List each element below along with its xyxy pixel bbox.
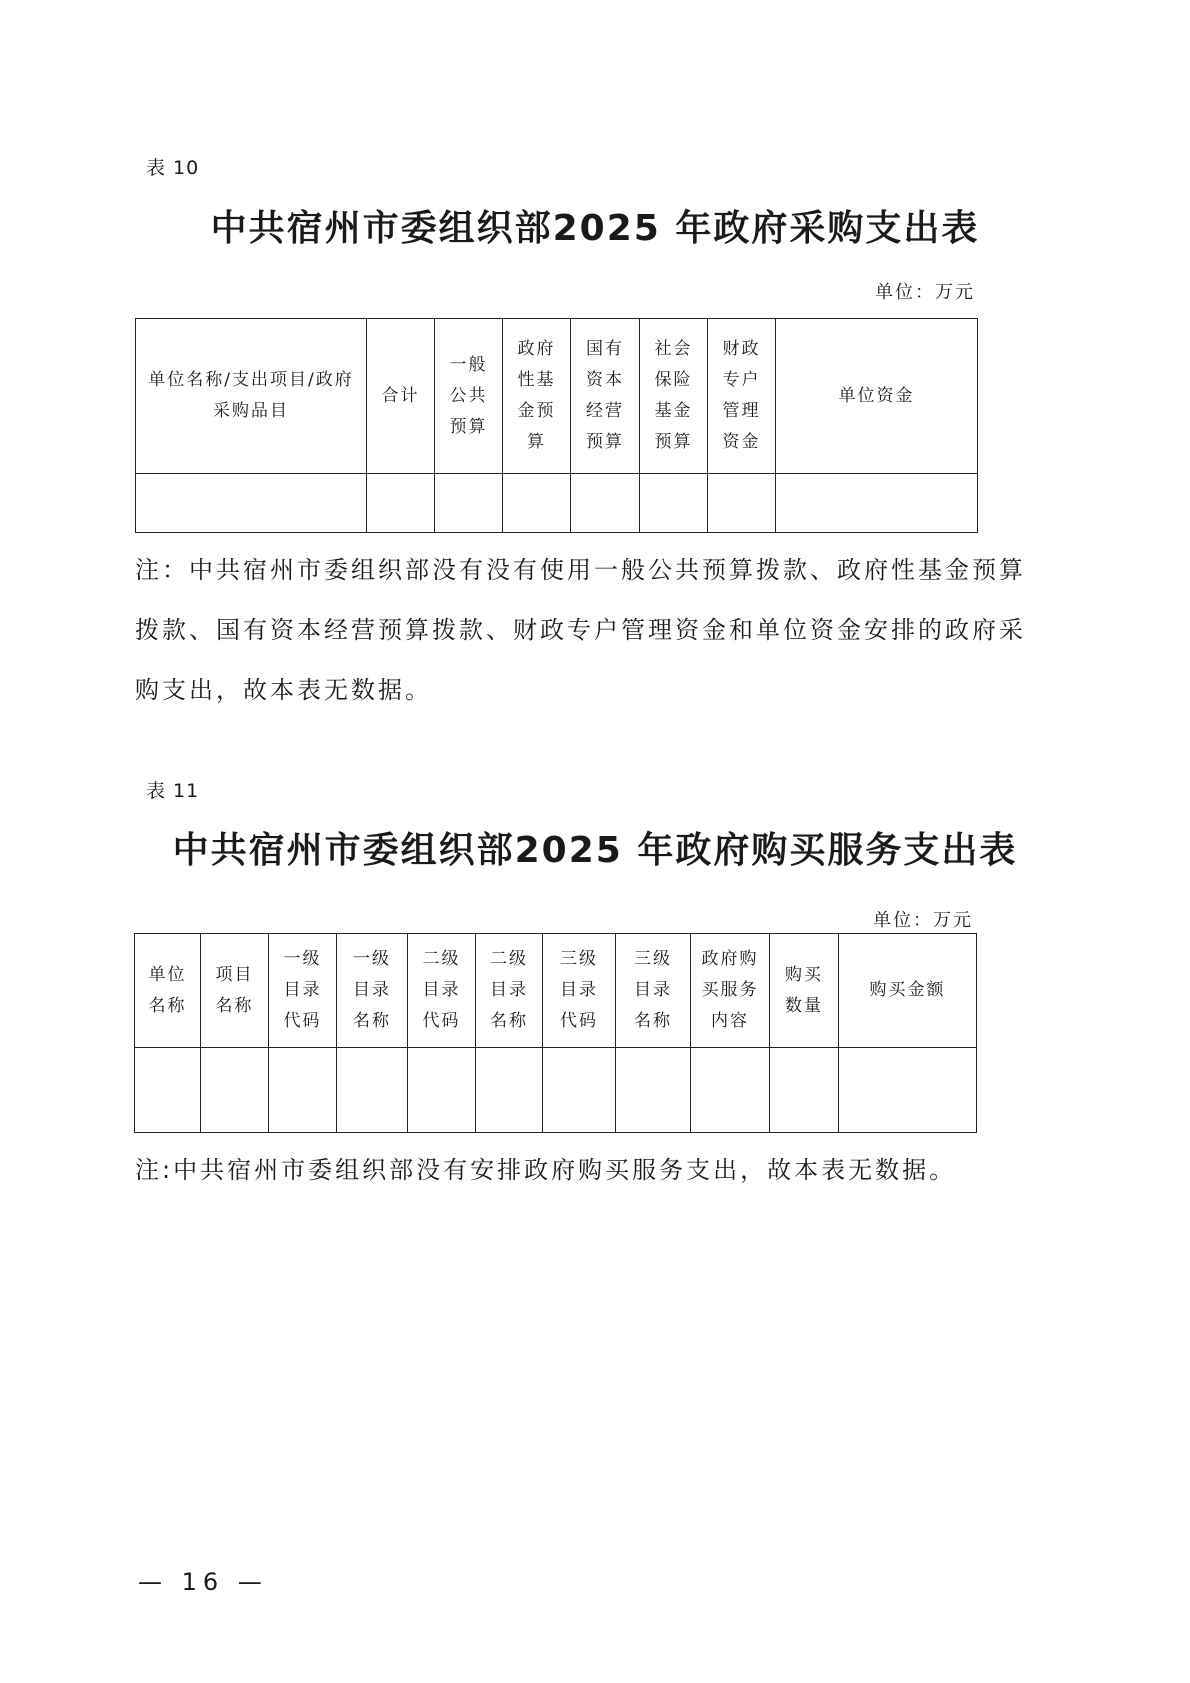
table11-header-cell — [839, 934, 977, 1048]
table11-header-line: 代码 — [560, 1011, 598, 1031]
table10-header-line: 一般 — [449, 354, 488, 375]
table11-header-line: 代码 — [422, 1011, 461, 1031]
table11-header-line: 二级 — [490, 949, 528, 969]
table11-header-cell — [135, 934, 201, 1048]
table10-header-line: 金预 — [517, 401, 556, 421]
table11-title: 中共宿州市委组织部2025 年政府购买服务支出表 — [172, 830, 1018, 871]
table10-header-line: 单位资金 — [838, 385, 915, 406]
table10-note: 注：中共宿州市委组织部没有没有使用一般公共预算拨款、政府性基金预算拨款、国有资本经营预算拨款、财政专户管理资金和单位资金安排的政府采购支出，故本表无数据。 — [135, 556, 1026, 704]
table11-header-line: 名称 — [634, 1011, 672, 1031]
table10-header-line: 专户 — [722, 370, 761, 390]
table10-empty-cell — [435, 474, 503, 533]
table11-header-line: 目录 — [490, 980, 528, 1000]
table10-header-line: 预算 — [449, 416, 488, 437]
table10-header-cell — [367, 319, 435, 474]
table11-header-line: 目录 — [560, 980, 598, 1000]
table10-empty-cell — [776, 474, 978, 533]
table10-empty-cell — [640, 474, 708, 533]
table11-header-line: 名称 — [148, 995, 187, 1016]
table10-header-cell — [776, 319, 978, 474]
table10-header-line: 经营 — [586, 401, 624, 421]
table11-empty-cell — [839, 1048, 977, 1133]
table10-empty-row — [136, 474, 978, 533]
table10-header-line: 算 — [527, 432, 546, 452]
table11-header-line: 购买金额 — [869, 980, 946, 1000]
table10-label: 表 10 — [146, 157, 200, 179]
table11-header-cell — [543, 934, 616, 1048]
table10-header-line: 预算 — [586, 432, 624, 452]
table10-header-line: 政府 — [517, 339, 556, 359]
page-number: — 16 — — [138, 1568, 268, 1596]
table10-header-cell — [571, 319, 640, 474]
table10-header-line: 单位名称/支出项目/政府 — [148, 370, 354, 390]
table11-header-line: 名称 — [490, 1011, 528, 1031]
table11-empty-row — [135, 1048, 977, 1133]
table11-header-line: 一级 — [353, 949, 391, 969]
table11-header-line: 目录 — [422, 980, 461, 1000]
table10-header-row — [136, 319, 978, 474]
table11-unit: 单位：万元 — [873, 910, 973, 931]
table10-title: 中共宿州市委组织部2025 年政府采购支出表 — [210, 208, 980, 249]
table11-grid — [134, 933, 977, 1133]
table10-header-line: 采购品目 — [213, 401, 289, 421]
table11-header-line: 购买 — [785, 964, 823, 985]
table10-header-line: 公共 — [449, 385, 488, 406]
table11-header-line: 项目 — [215, 964, 254, 985]
table11-empty-cell — [408, 1048, 476, 1133]
table11-header-line: 内容 — [711, 1011, 749, 1031]
table11-header-line: 二级 — [422, 949, 461, 969]
table11-header-line: 政府购 — [701, 949, 759, 969]
table10-header-line: 管理 — [722, 401, 761, 421]
table11-empty-cell — [616, 1048, 691, 1133]
table11-header-line: 目录 — [634, 980, 672, 1000]
table11-header-line: 单位 — [148, 964, 187, 985]
table11-header-line: 名称 — [215, 995, 254, 1016]
table10-header-line: 合计 — [381, 385, 420, 406]
table10-empty-cell — [367, 474, 435, 533]
table11-header-cell — [476, 934, 543, 1048]
table11-empty-cell — [476, 1048, 543, 1133]
table10-header-cell — [435, 319, 503, 474]
table11-header-cell — [201, 934, 269, 1048]
table11-header-cell — [337, 934, 408, 1048]
table11-header-cell — [770, 934, 839, 1048]
table10-header-cell — [503, 319, 571, 474]
table11-header-line: 一级 — [283, 949, 322, 969]
table10-header-line: 性基 — [517, 370, 556, 390]
table10-header-cell — [640, 319, 708, 474]
table11-header-line: 代码 — [283, 1011, 322, 1031]
table11-empty-cell — [770, 1048, 839, 1133]
table10-header-line: 财政 — [722, 339, 761, 359]
table11-empty-cell — [269, 1048, 337, 1133]
table10-empty-cell — [708, 474, 776, 533]
table11-header-line: 数量 — [785, 995, 823, 1016]
table11-note: 注:中共宿州市委组织部没有安排政府购买服务支出，故本表无数据。 — [135, 1156, 957, 1184]
table10-header-line: 资金 — [722, 432, 761, 452]
table10-header-line: 保险 — [654, 370, 693, 390]
table11-header-line: 买服务 — [701, 980, 759, 1000]
table11-empty-cell — [337, 1048, 408, 1133]
table10-empty-cell — [136, 474, 367, 533]
table10-empty-cell — [571, 474, 640, 533]
table11-header-line: 三级 — [560, 949, 598, 969]
table11-header-line: 三级 — [634, 949, 672, 969]
table10-grid — [135, 318, 978, 533]
table11-header-row — [135, 934, 977, 1048]
table11-header-cell — [408, 934, 476, 1048]
table11-header-cell — [269, 934, 337, 1048]
table10-header-line: 预算 — [654, 432, 693, 452]
table11-empty-cell — [201, 1048, 269, 1133]
table11-header-cell — [616, 934, 691, 1048]
table11-header-line: 目录 — [353, 980, 391, 1000]
table10-header-line: 社会 — [654, 339, 693, 359]
table11-empty-cell — [135, 1048, 201, 1133]
table10-unit: 单位：万元 — [875, 282, 975, 303]
table11-header-line: 名称 — [353, 1011, 391, 1031]
table11-header-line: 目录 — [283, 980, 322, 1000]
table10-header-line: 资本 — [586, 370, 624, 390]
table11-header-cell — [691, 934, 770, 1048]
table10-header-line: 国有 — [586, 339, 624, 359]
table11-label: 表 11 — [146, 780, 200, 802]
table10-header-cell — [708, 319, 776, 474]
table10-header-cell — [136, 319, 367, 474]
table10-header-line: 基金 — [654, 401, 693, 421]
table10-empty-cell — [503, 474, 571, 533]
table11-empty-cell — [691, 1048, 770, 1133]
table11-empty-cell — [543, 1048, 616, 1133]
